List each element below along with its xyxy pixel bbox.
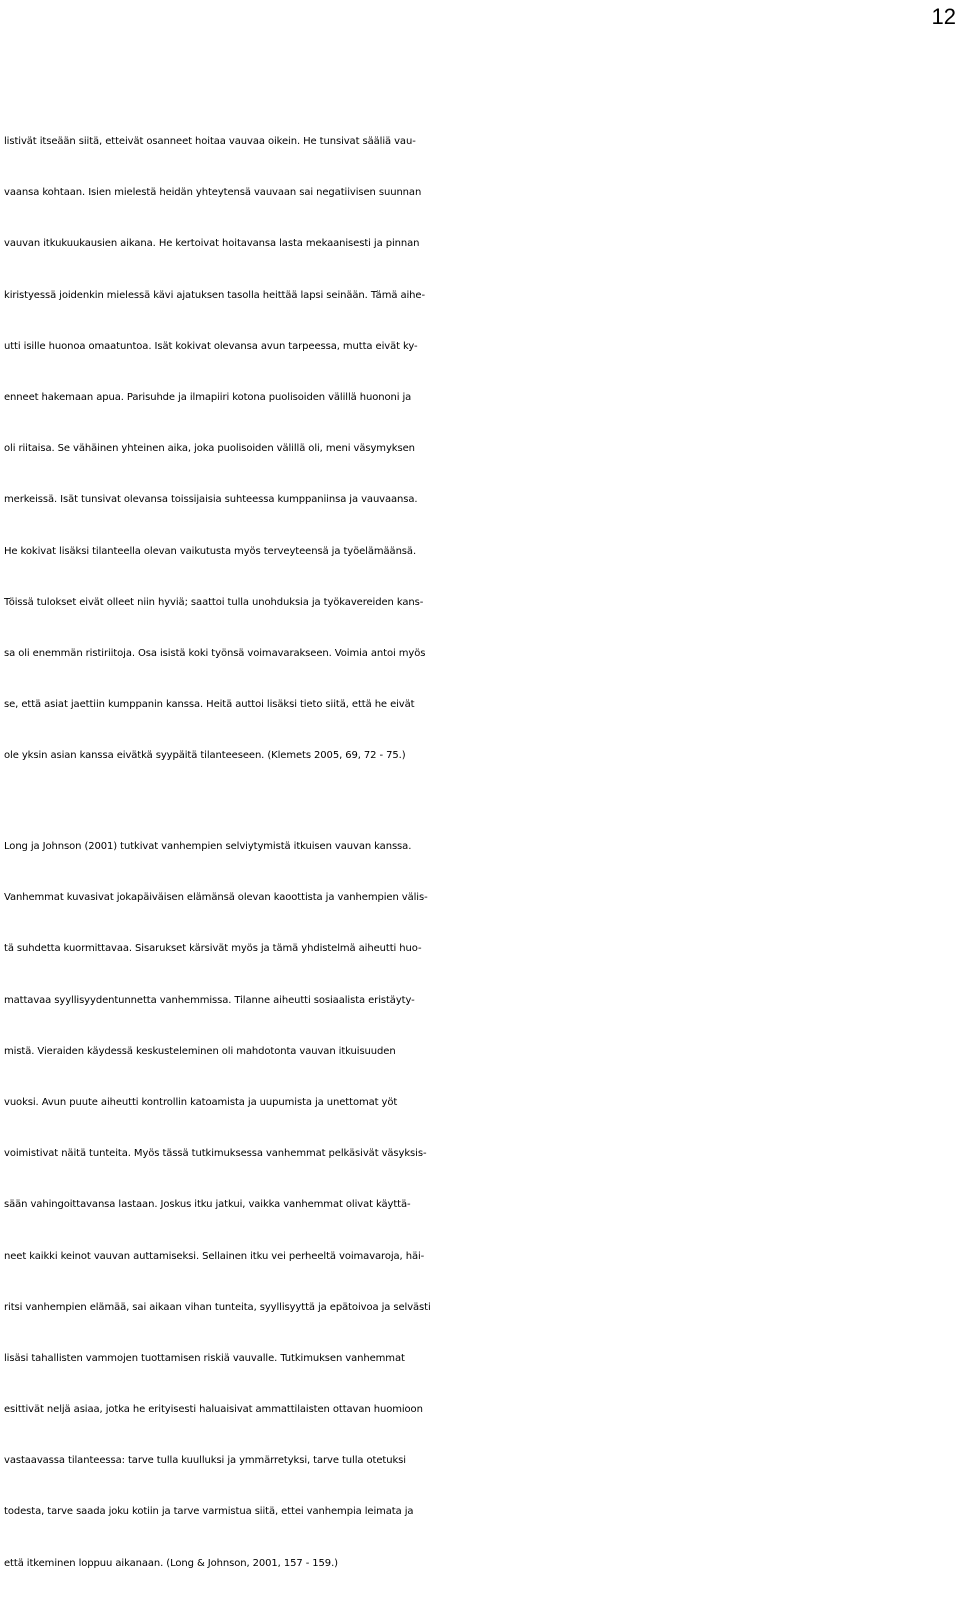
- text-line: Long ja Johnson (2001) tutkivat vanhempien selviytymistä itkuisen vauvan kanssa.: [4, 841, 412, 852]
- text-line: neet kaikki keinot vauvan auttamiseksi. Sellainen itku vei perheeltä voimavaroja, häi-: [4, 1250, 425, 1262]
- page-number: 12: [931, 4, 956, 29]
- text-line: esittivät neljä asiaa, jotka he erityisesti haluaisivat ammattilaisten ottavan huomioon: [4, 1404, 423, 1416]
- text-line: oli riitaisa. Se vähäinen yhteinen aika, joka puolisoiden välillä oli, meni väsymyksen: [4, 443, 415, 455]
- text-line: todesta, tarve saada joku kotiin ja tarve varmistua siitä, ettei vanhempia leimata ja: [4, 1506, 414, 1518]
- text-line: listivät itseään siitä, etteivät osanneet hoitaa vauvaa oikein. He tunsivat sääliä vau-: [4, 136, 416, 147]
- text-line: utti isille huonoa omaatuntoa. Isät kokivat olevansa avun tarpeessa, mutta eivät ky-: [4, 340, 418, 352]
- text-line: sa oli enemmän ristiriitoja. Osa isistä koki työnsä voimavarakseen. Voimia antoi myös: [4, 647, 426, 659]
- paragraph-1: [4, 131, 960, 796]
- text-line: vuoksi. Avun puute aiheutti kontrollin katoamista ja uupumista ja unettomat yöt: [4, 1096, 398, 1108]
- text-line: vaansa kohtaan. Isien mielestä heidän yhteytensä vauvaan sai negatiivisen suunnan: [4, 187, 422, 199]
- text-line: mattavaa syyllisyydentunnetta vanhemmissa. Tilanne aiheutti sosiaalista eristäyty-: [4, 994, 415, 1006]
- text-line: lisäsi tahallisten vammojen tuottamisen riskiä vauvalle. Tutkimuksen vanhemmat: [4, 1352, 405, 1364]
- text-line: ole yksin asian kanssa eivätkä syypäitä tilanteeseen. (Klemets 2005, 69, 72 - 75.): [4, 750, 406, 762]
- text-line: sään vahingoittavansa lastaan. Joskus itku jatkui, vaikka vanhemmat olivat käyttä-: [4, 1199, 411, 1211]
- text-line: kiristyessä joidenkin mielessä kävi ajatuksen tasolla heittää lapsi seinään. Tämä aihe-: [4, 289, 425, 301]
- text-line: merkeissä. Isät tunsivat olevansa toissijaisia suhteessa kumppaniinsa ja vauvaansa.: [4, 494, 418, 506]
- text-line: He kokivat lisäksi tilanteella olevan vaikutusta myös terveyteensä ja työelämäänsä.: [4, 545, 417, 557]
- text-line: tä suhdetta kuormittavaa. Sisarukset kärsivät myös ja tämä yhdistelmä aiheutti huo-: [4, 943, 422, 955]
- text-line: Vanhemmat kuvasivat jokapäiväisen elämänsä olevan kaoottista ja vanhempien välis-: [4, 892, 428, 904]
- text-line: ritsi vanhempien elämää, sai aikaan vihan tunteita, syyllisyyttä ja epätoivoa ja selvästi: [4, 1301, 431, 1313]
- text-line: vastaavassa tilanteessa: tarve tulla kuulluksi ja ymmärretyksi, tarve tulla otetuksi: [4, 1455, 406, 1467]
- text-line: enneet hakemaan apua. Parisuhde ja ilmapiiri kotona puolisoiden välillä huononi ja: [4, 391, 412, 403]
- text-line: mistä. Vieraiden käydessä keskusteleminen oli mahdotonta vauvan itkuisuuden: [4, 1045, 396, 1057]
- text-line: että itkeminen loppuu aikanaan. (Long & Johnson, 2001, 157 - 159.): [4, 1557, 338, 1569]
- text-line: voimistivat näitä tunteita. Myös tässä tutkimuksessa vanhemmat pelkäsivät väsyksis-: [4, 1148, 427, 1160]
- text-line: se, että asiat jaettiin kumppanin kanssa. Heitä auttoi lisäksi tieto siitä, että he eivät: [4, 699, 415, 711]
- paragraph-2: [4, 836, 960, 1604]
- text-line: vauvan itkukuukausien aikana. He kertoivat hoitavansa lasta mekaanisesti ja pinnan: [4, 238, 420, 250]
- text-line: Töissä tulokset eivät olleet niin hyviä; saattoi tulla unohduksia ja työkavereiden kans-: [4, 596, 424, 608]
